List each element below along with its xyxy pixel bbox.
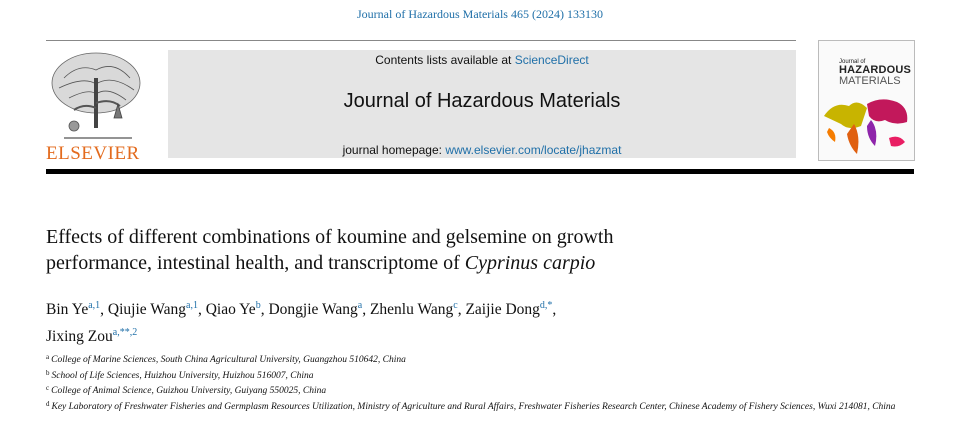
- author-separator: ,: [197, 301, 202, 318]
- affiliation-item: [46, 398, 906, 414]
- affiliation-key: a: [46, 353, 50, 361]
- author-name[interactable]: Zhenlu Wang: [369, 301, 454, 318]
- author-separator: ,: [362, 301, 367, 318]
- homepage-line: [168, 143, 796, 157]
- author-separator: ,: [260, 301, 265, 318]
- affiliation-text: College of Animal Science, Guizhou University, Guiyang 550025, China: [51, 386, 327, 396]
- author-list: [46, 294, 906, 348]
- homepage-prefix: journal homepage:: [342, 143, 442, 157]
- affiliations-list: [46, 351, 906, 413]
- affiliation-key: d: [46, 399, 50, 408]
- author-affiliation-marker[interactable]: b: [255, 300, 261, 311]
- affiliation-text: Key Laboratory of Freshwater Fisheries and Germplasm Resources Utilization, Ministry of Agriculture and Rural Affairs, Freshwater Fisheries Research Center, Chinese Academy of Fishery Sciences, Wuxi 214081, China: [51, 401, 896, 412]
- author-affiliation-marker[interactable]: d,*: [539, 300, 553, 311]
- author-name[interactable]: Qiao Ye: [205, 301, 256, 318]
- affiliation-text: School of Life Sciences, Huizhou University, Huizhou 516007, China: [51, 370, 314, 381]
- affiliation-item: [46, 382, 906, 398]
- affiliation-item: [46, 367, 906, 383]
- author-affiliation-marker[interactable]: a,**,2: [112, 327, 138, 338]
- journal-reference[interactable]: Journal of Hazardous Materials 465 (2024) 133130: [357, 7, 603, 21]
- author-separator: ,: [552, 301, 557, 318]
- cover-title-line2: HAZARDOUS: [839, 64, 912, 76]
- affiliation-item: [46, 351, 906, 367]
- contents-prefix: Contents lists available at: [375, 53, 512, 67]
- journal-cover-image[interactable]: [818, 40, 915, 161]
- cover-title-line1: Journal of: [839, 59, 866, 65]
- author-affiliation-marker[interactable]: a,1: [186, 300, 198, 311]
- publisher-logo-text[interactable]: ELSEVIER: [46, 143, 140, 164]
- author-name[interactable]: Jixing Zou: [46, 328, 113, 345]
- article-title-line2-plain: performance, intestinal health, and transcriptome of: [46, 252, 460, 274]
- author-name[interactable]: Bin Ye: [46, 301, 89, 318]
- affiliation-text: College of Marine Sciences, South China Agricultural University, Guangzhou 510642, China: [51, 355, 406, 365]
- author-name[interactable]: Qiujie Wang: [107, 301, 187, 318]
- homepage-link[interactable]: www.elsevier.com/locate/jhazmat: [445, 143, 622, 157]
- author-name[interactable]: Dongjie Wang: [268, 301, 358, 318]
- header-divider: [46, 40, 796, 41]
- journal-title: Journal of Hazardous Materials: [343, 90, 621, 112]
- header-thick-rule: [46, 169, 914, 174]
- article-title: [46, 224, 906, 276]
- affiliation-key: b: [46, 368, 50, 377]
- cover-title-line3: MATERIALS: [839, 75, 901, 87]
- contents-line: [168, 53, 796, 67]
- author-affiliation-marker[interactable]: a: [357, 300, 363, 311]
- affiliation-key: c: [46, 384, 50, 392]
- article-title-line1: Effects of different combinations of koumine and gelsemine on growth: [46, 226, 614, 248]
- journal-banner: [168, 50, 796, 158]
- species-name: Cyprinus carpio: [464, 252, 596, 274]
- author-separator: ,: [100, 301, 105, 318]
- author-affiliation-marker[interactable]: a,1: [88, 300, 101, 311]
- author-affiliation-marker[interactable]: c: [453, 300, 458, 311]
- author-name[interactable]: Zaijie Dong: [465, 301, 540, 318]
- cover-title: [839, 59, 911, 87]
- author-separator: ,: [457, 301, 462, 318]
- article-title-line2: [46, 250, 906, 276]
- world-map-icon: [819, 86, 914, 161]
- sciencedirect-link[interactable]: ScienceDirect: [514, 53, 589, 67]
